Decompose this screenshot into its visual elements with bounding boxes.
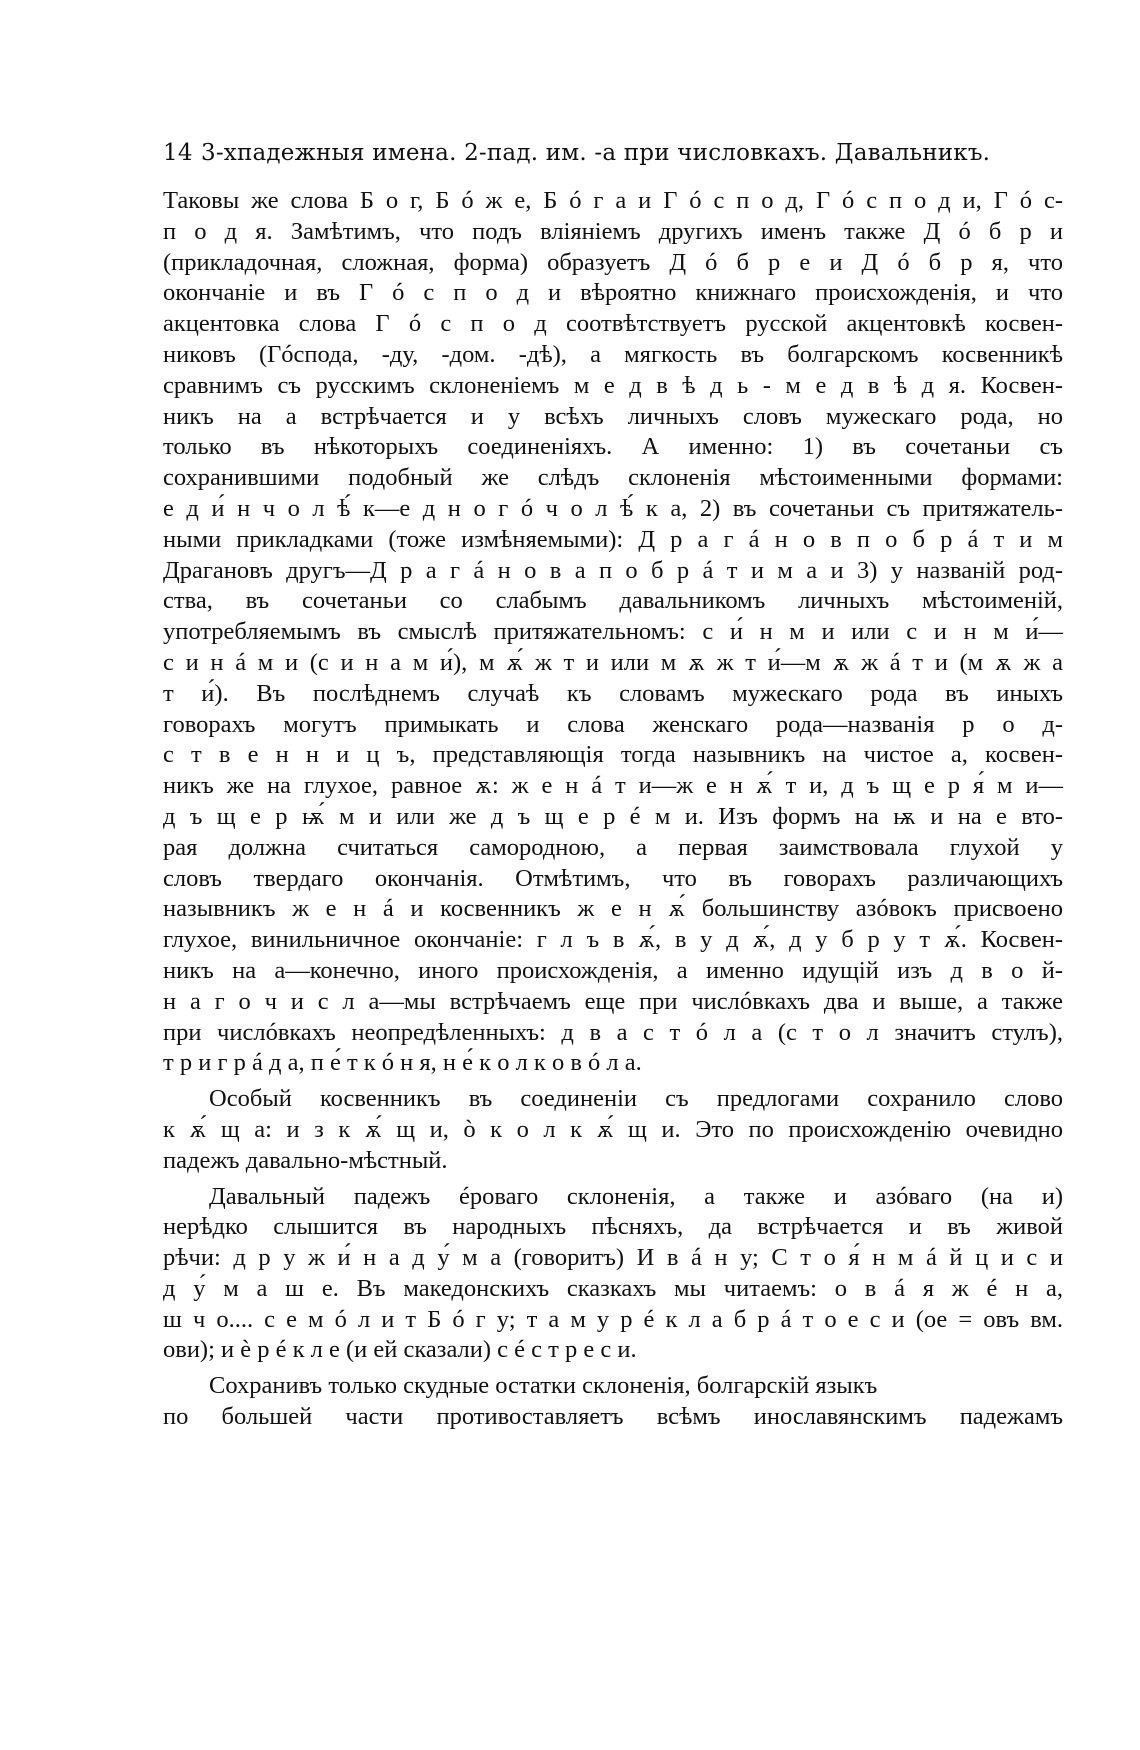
text-line: падежъ давально-мѣстный. (163, 1146, 448, 1174)
text-line: никъ на а—конечно, иного происхожденія, а именно идущій изъ д в о й- (163, 956, 1063, 984)
text-line: рѣчи: д р у ж и́ н а д у́ м а (говоритъ) И в á н у; С т о я́ н м á й ц и с и (163, 1244, 1063, 1272)
paragraph-2 (163, 1084, 1063, 1176)
text-line: сравнимъ съ русскимъ склоненіемъ м е д в ѣ д ь - м е д в ѣ д я. Косвен- (163, 371, 1063, 399)
text-line: назывникъ ж е н á и косвенникъ ж е н ѫ́ большинству азóвокъ присвоено (163, 895, 1063, 923)
text-line: н а г о ч и с л а—мы встрѣчаемъ еще при числóвкахъ два и выше, а также (163, 987, 1063, 1015)
text-line: рая должна считаться самородною, а первая заимствовала глухой у (163, 833, 1063, 861)
text-line: п о д я. Замѣтимъ, что подъ вліяніемъ другихъ именъ также Д ó б р и (163, 217, 1063, 245)
running-title: 3-хпадежныя имена. 2-пад. им. -а при числовкахъ. Давальникъ. (201, 140, 991, 166)
text-line: Особый косвенникъ въ соединеніи съ предлогами сохранило слово (209, 1085, 1063, 1113)
text-line: никъ же на глухое, равное ѫ: ж е н á т и—ж е н ѫ́ т и, д ъ щ е р я́ м и— (163, 772, 1063, 800)
paragraph-4 (163, 1371, 1063, 1433)
page-number: 14 (163, 140, 193, 166)
paragraph-1 (163, 186, 1063, 1079)
text-line: говорахъ могутъ примыкать и слова женскаго рода—названія р о д- (163, 710, 1063, 738)
text-line: Таковы же слова Б о г, Б ó ж е, Б ó г а и Г ó с п о д, Г ó с п о д и, Г ó с- (163, 187, 1063, 214)
text-line: Давальный падежъ éроваго склоненія, а также и азóваго (на и) (209, 1182, 1063, 1210)
text-line: только въ нѣкоторыхъ соединеніяхъ. А именно: 1) въ сочетаньи съ (163, 433, 1063, 461)
text-line: никъ на а встрѣчается и у всѣхъ личныхъ словъ мужескаго рода, но (163, 402, 1063, 430)
text-line: нерѣдко слышится въ народныхъ пѣсняхъ, да встрѣчается и въ живой (163, 1213, 1063, 1241)
text-line: т и́). Въ послѣднемъ случаѣ къ словамъ мужескаго рода въ иныхъ (163, 679, 1063, 707)
text-line: по большей части противоставляетъ всѣмъ инославянскимъ падежамъ (163, 1403, 1063, 1431)
text-line: к ѫ́ щ а: и з к ѫ́ щ и, ò к о л к ѫ́ щ и. Это по происхожденію очевидно (163, 1115, 1063, 1143)
running-header (163, 140, 991, 166)
paragraph-3 (163, 1182, 1063, 1367)
text-line: при числóвкахъ неопредѣленныхъ: д в а с т ó л а (с т о л значитъ стулъ), (163, 1018, 1063, 1046)
text-line: акцентовка слова Г ó с п о д соотвѣтствуетъ русской акцентовкѣ косвен- (163, 310, 1063, 338)
body-text (163, 186, 1063, 1438)
text-line: Драгановъ другъ—Д р а г á н о в а п о б р á т и м а и 3) у названій род- (163, 556, 1063, 584)
text-line: словъ твердаго окончанія. Отмѣтимъ, что въ говорахъ различающихъ (163, 864, 1063, 892)
text-line: ства, въ сочетаньи со слабымъ давальникомъ личныхъ мѣстоименій, (163, 587, 1063, 615)
text-line: д у́ м а ш е. Въ македонскихъ сказкахъ мы читаемъ: о в á я ж é н а, (163, 1274, 1063, 1302)
text-line: ш ч о.... с е м ó л и т Б ó г у; т а м у р é к л а б р á т о е с и (ое = овъ вм. (163, 1305, 1063, 1333)
text-line: никовъ (Гóспода, -ду, -дом. -дѣ), а мягкость въ болгарскомъ косвенникѣ (163, 340, 1063, 368)
text-line: Сохранивъ только скудные остатки склоненія, болгарскій языкъ (209, 1372, 878, 1400)
text-line: сохранившими подобный же слѣдъ склоненія мѣстоименными формами: (163, 464, 1063, 492)
text-line: употребляемымъ въ смыслѣ притяжательномъ: с и́ н м и или с и н м и́— (163, 618, 1063, 646)
text-line: глухое, винильничное окончаніе: г л ъ в ѫ́, в у д ѫ́, д у б р у т ѫ́. Косвен- (163, 926, 1063, 954)
text-line: с и н á м и (с и н а м и́), м ѫ́ ж т и или м ѫ ж т и́—м ѫ ж á т и (м ѫ ж а (163, 648, 1063, 676)
text-line: е д и́ н ч о л ѣ́ к—е д н о г ó ч о л ѣ́ к а, 2) въ сочетаньи съ притяжатель- (163, 494, 1063, 522)
text-line: д ъ щ е р ѭ́ м и или же д ъ щ е р é м и. Изъ формъ на ѭ и на е вто- (163, 802, 1063, 830)
text-line: (прикладочная, сложная, форма) образуетъ Д ó б р е и Д ó б р я, что (163, 248, 1063, 276)
text-line: окончаніе и въ Г ó с п о д и вѣроятно книжнаго происхожденія, и что (163, 279, 1063, 307)
text-line: ови); и ѐ р é к л е (и ей сказали) с é с т р е с и. (163, 1336, 637, 1364)
text-line: т р и г р á д а, п е́ т к ó н я, н е́ к о л к о в ó л а. (163, 1049, 642, 1077)
text-line: ными прикладками (тоже измѣняемыми): Д р а г á н о в п о б р á т и м (163, 525, 1063, 553)
text-line: с т в е н н и ц ъ, представляющія тогда назывникъ на чистое а, косвен- (163, 741, 1063, 769)
